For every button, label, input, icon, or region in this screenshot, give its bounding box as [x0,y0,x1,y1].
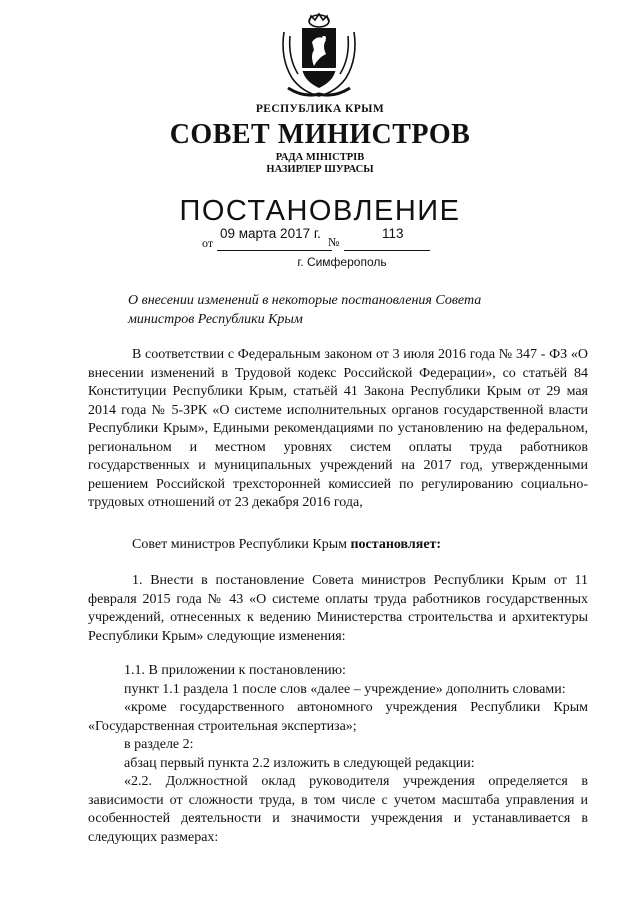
document-date: 09 марта 2017 г. [220,226,321,241]
date-number-line [202,226,442,252]
document-city: г. Симферополь [297,255,387,269]
paragraph-2-2-text: абзац первый пункта 2.2 изложить в следующей редакции: [124,755,475,771]
quote-2-2-text: «2.2. Должностной оклад руководителя учреждения определяется в зависимости от сложности труда, в том числе с учетом масштаба управления и особенностей деятельности и значимости учреждения и устанавливается в следующих размерах: [88,774,588,845]
republic-name: РЕСПУБЛИКА КРЫМ [255,103,385,115]
item-1-paragraph: 1. Внести в постановление Совета министров Республики Крым от 11 февраля 2015 года № 43 «О системе оплаты труда работников государственных учреждений, отнесенных к ведению Министерства строительства и архитектуры Республики Крым» следующие изменения: [88,573,588,644]
number-sign: № [328,235,340,249]
item-1-1-heading: 1.1. В приложении к постановлению: [124,663,346,678]
council-name: СОВЕТ МИНИСТРОВ [169,119,471,150]
intro-paragraph: В соответствии с Федеральным законом от 3 июля 2016 года № 347 - ФЗ «О внесении изменений в Трудовой кодекс Российской Федерации», со статьёй 84 Конституции Республики Крым, статьёй 41 Закона Республики Крым от 29 мая 2014 года № 5-ЗРК «О системе исполнительных органов государственной власти Республики Крым», Едиными рекомендациями по установлению на федеральном, региональном и местном уровнях систем оплаты труда работников государственных и муниципальных учреждений на 2017 год, утвержденными решением Российской трехсторонней комиссией по регулированию социально-трудовых отношений от 23 декабря 2016 года, [88,347,588,510]
date-prefix: от [202,236,214,250]
number-underline [344,250,430,251]
document-type: ПОСТАНОВЛЕНИЕ [179,195,461,227]
point-1-1-text: пункт 1.1 раздела 1 после слов «далее – учреждение» дополнить словами: [124,681,566,697]
crimea-coat-of-arms-icon [278,8,360,100]
council-name-ukrainian: РАДА МІНІСТРІВ [275,152,365,163]
document-number: 113 [382,226,404,241]
insert-text: «кроме государственного автономного учреждения Республики Крым «Государственная строительная экспертиза»; [88,700,588,734]
section-2-text: в разделе 2: [124,737,194,752]
council-text: Совет министров Республики Крым [132,537,351,552]
document-subject: О внесении изменений в некоторые постановления Совета министров Республики Крым [128,293,482,327]
council-decides-paragraph [132,536,592,555]
date-underline [217,250,332,251]
item-1-1-block [88,662,588,847]
council-decides: постановляет: [350,537,442,552]
council-name-crimean-tatar: НАЗИРЛЕР ШУРАСЫ [266,164,374,175]
